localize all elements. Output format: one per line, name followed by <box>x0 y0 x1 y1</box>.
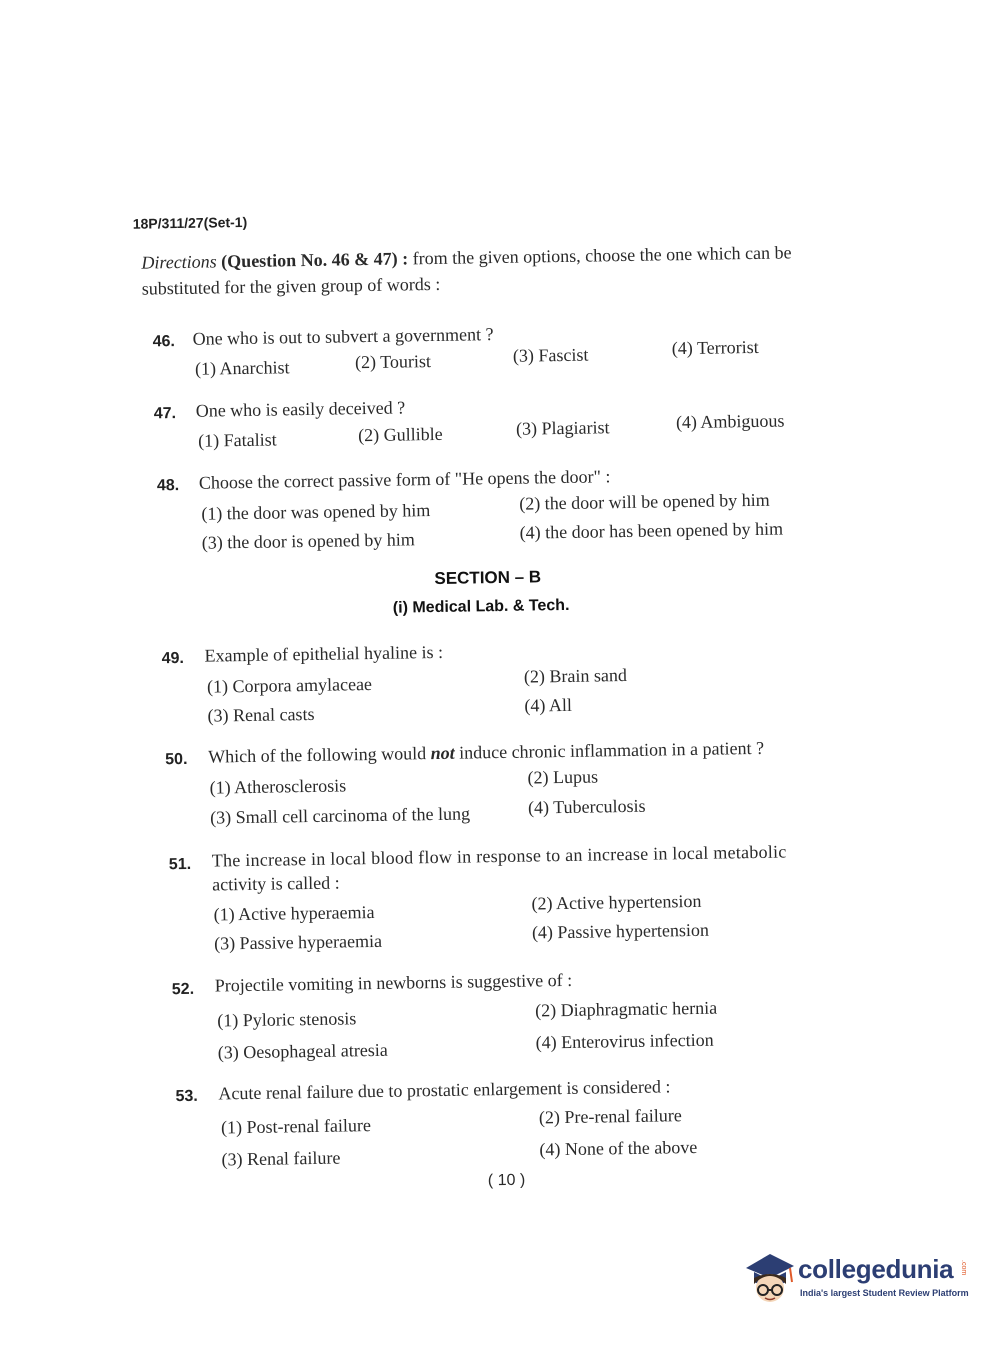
question-text: One who is easily deceived ? <box>195 397 406 421</box>
option: (2) Active hypertension <box>531 890 702 914</box>
option: (1) Anarchist <box>194 357 290 379</box>
option: (2) the door will be opened by him <box>519 489 770 514</box>
option: (4) Ambiguous <box>675 410 785 433</box>
section-title: SECTION – B <box>434 567 542 589</box>
option: (3) Oesophageal atresia <box>217 1039 388 1063</box>
question-number: 48. <box>156 477 180 495</box>
question-number: 51. <box>168 855 192 874</box>
option: (4) Tuberculosis <box>527 795 646 818</box>
option: (2) Diaphragmatic hernia <box>535 997 718 1021</box>
question-number: 47. <box>153 405 177 423</box>
option: (1) the door was opened by him <box>201 500 431 524</box>
page-number: ( 10 ) <box>487 1171 526 1190</box>
question-number: 49. <box>161 649 185 668</box>
mascot-icon <box>740 1248 796 1308</box>
option: (3) Plagiarist <box>515 417 610 439</box>
directions-text: from the given options, choose the one which can be substituted for the given group of words : <box>141 242 792 299</box>
option: (1) Active hyperaemia <box>213 902 375 925</box>
option: (1) Fatalist <box>198 429 277 451</box>
question-text: Acute renal failure due to prostatic enlargement is considered : <box>218 1076 671 1104</box>
option: (2) Lupus <box>527 766 599 788</box>
option: (3) Renal casts <box>207 703 315 726</box>
option: (4) the door has been opened by him <box>519 518 784 543</box>
option: (3) Small cell carcinoma of the lung <box>209 803 471 828</box>
directions-label: Directions <box>141 251 217 273</box>
option: (4) Passive hypertension <box>531 919 710 943</box>
option: (3) the door is opened by him <box>201 529 415 553</box>
question-number: 50. <box>165 750 188 769</box>
directions-range: (Question No. 46 & 47) : <box>221 248 409 272</box>
logo-tagline: India's largest Student Review Platform <box>800 1288 969 1298</box>
question-number: 46. <box>152 333 176 351</box>
emphasis-not: not <box>430 742 455 764</box>
question-text: Choose the correct passive form of "He opens the door" : <box>198 466 611 493</box>
question-number: 53. <box>175 1087 198 1106</box>
directions <box>141 239 822 302</box>
logo-name: collegedunia <box>798 1254 954 1284</box>
option: (1) Pyloric stenosis <box>217 1008 357 1031</box>
option: (4) Terrorist <box>671 336 759 359</box>
option: (3) Renal failure <box>221 1147 341 1170</box>
option: (2) Brain sand <box>523 665 628 687</box>
option: (1) Atherosclerosis <box>209 775 347 798</box>
option: (3) Passive hyperaemia <box>213 930 383 954</box>
question-text: The increase in local blood flow in response to an increase in local metabolic <box>211 841 787 871</box>
logo-suffix: .com <box>960 1260 967 1276</box>
question-text: Example of epithelial hyaline is : <box>204 641 444 666</box>
option: (3) Fascist <box>512 344 589 366</box>
option: (2) Tourist <box>354 351 432 373</box>
question-text-line2: activity is called : <box>212 872 340 895</box>
option: (2) Pre-renal failure <box>538 1105 682 1128</box>
option: (1) Corpora amylaceae <box>206 674 373 697</box>
option: (4) None of the above <box>539 1136 698 1160</box>
question-text: One who is out to subvert a government ? <box>192 324 494 349</box>
question-number: 52. <box>171 980 195 999</box>
question-text: Which of the following would not induce chronic inflammation in a patient ? <box>208 737 765 767</box>
collegedunia-logo[interactable] <box>740 1248 980 1308</box>
paper-code: 18P/311/27(Set-1) <box>132 213 248 232</box>
section-subtitle: (i) Medical Lab. & Tech. <box>392 596 570 617</box>
option: (4) Enterovirus infection <box>535 1029 714 1053</box>
option: (4) All <box>524 694 573 716</box>
question-text: Projectile vomiting in newborns is suggestive of : <box>214 969 573 996</box>
option: (1) Post-renal failure <box>220 1115 372 1138</box>
option: (2) Gullible <box>357 423 443 446</box>
